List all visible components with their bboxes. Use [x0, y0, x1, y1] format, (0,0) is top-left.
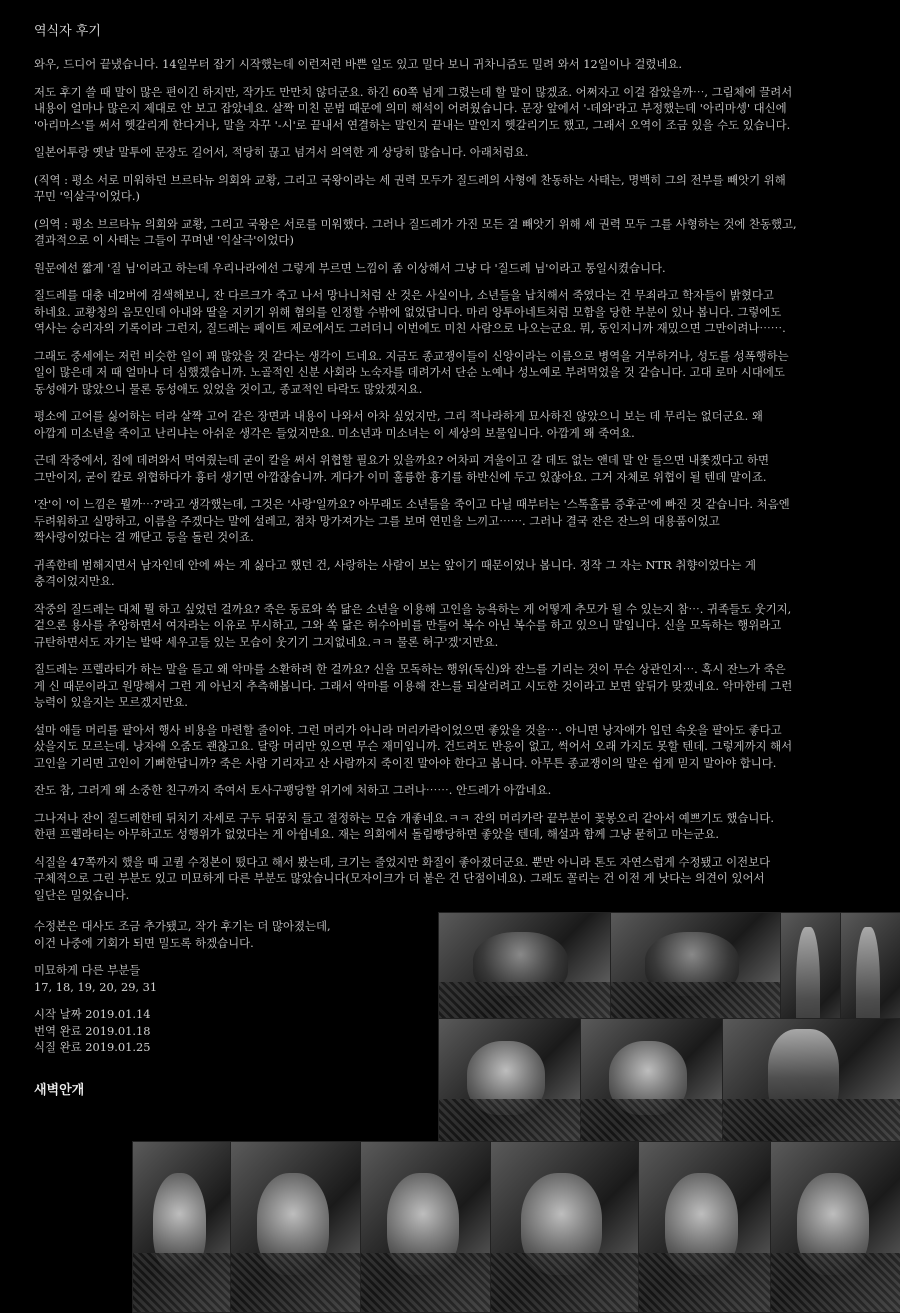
afterword-body [34, 56, 866, 914]
manga-panel [438, 1018, 582, 1143]
paragraph: 평소에 고어를 싫어하는 터라 살짝 고어 같은 장면과 내용이 나와서 아차 싶었지만, 그리 적나라하게 묘사하진 않았으니 보는 데 무리는 없더군요. 왜 아깝게 미소년을 죽이고 난리냐는 아쉬운 생각은 들었지만요. 미소년과 미소녀는 이 세상의 보물입니다. 아깝게 왜 죽여요. [34, 409, 763, 440]
manga-panel [360, 1141, 492, 1313]
manga-panel [490, 1141, 640, 1313]
manga-panel [638, 1141, 772, 1313]
paragraph: 그나저나 잔이 질드레한테 뒤치기 자세로 구두 뒤꿈치 들고 절정하는 모습 개좋네요.ㅋㅋ 잔의 머리카락 끝부분이 꽃봉오리 같아서 예쁘기도 했습니다. 한편 프렐라티는 아무하고도 성행위가 없었다는 게 아쉽네요. 재는 의회에서 돌림빵당하면 좋았을 텐데, 해설과 함께 그냥 묻히고 마는군요. [34, 810, 775, 841]
paragraph: 근데 작중에서, 집에 데려와서 먹여줬는데 굳이 칼을 써서 위협할 필요가 있을까요? 어차피 겨울이고 갈 데도 없는 앤데 말 안 들으면 내쫓겠다고 하면 그만이지, 굳이 칼로 위협하다가 흉터 생기면 아깝잖습니까. 게다가 이미 훌륭한 흉기를 하반신에 두고 있잖아요. 그거 자체로 위협이 될 텐데 말이죠. [34, 453, 769, 484]
manga-panel [132, 1141, 232, 1313]
paragraph: 질드레는 프렐라티가 하는 말을 듣고 왜 악마를 소환하려 한 걸까요? 신을 모독하는 행위(독신)와 잔느를 기리는 것이 무슨 상관인지⋯. 혹시 잔느가 죽은 게 신 때문이라고 원망해서 그런 게 아닌지 추측해봅니다. 그래서 악마를 이용해 잔느를 되살리려고 시도한 것이라고 보면 앞뒤가 맞겠네요. 악마한테 그런 능력이 있을지는 모르겠지만요. [34, 662, 793, 709]
page-title: 역식자 후기 [34, 24, 101, 39]
manga-panel [580, 1018, 724, 1143]
translator-signature: 새벽안개 [34, 1083, 85, 1098]
paragraph: (의역 : 평소 브르타뉴 의회와 교황, 그리고 국왕은 서로를 미워했다. 그러나 질드레가 가진 모든 걸 빼앗기 위해 세 권력 모두 그를 사형하는 것에 찬동했고, 결과적으로 이 사태는 그들이 꾸며낸 '익살극'이었다) [34, 216, 797, 247]
paragraph: 작중의 질드레는 대체 뭘 하고 싶었던 걸까요? 죽은 동료와 쏙 닮은 소년을 이용해 고인을 능욕하는 게 어떻게 추모가 될 수 있는지 참⋯. 귀족들도 웃기지, 겉으론 용사를 추앙하면서 여자라는 이유로 무시하고, 그와 쏙 닮은 허수아비를 만들어 복수 아닌 복수를 하고 있으니 말입니다. 신을 모독하는 행위라고 규탄하면서도 자기는 발딱 세우고들 있는 모습이 웃기기 그지없네요.ㅋㅋ 물론 허구'겠'지만요. [34, 601, 792, 649]
paragraph: (직역 : 평소 서로 미워하던 브르타뉴 의회와 교황, 그리고 국왕이라는 세 권력 모두가 질드레의 사형에 찬동하는 사태는, 명백히 그의 전부를 빼앗기 위해 꾸민 '익살극'이었다.) [34, 172, 786, 203]
paragraph: '잔'이 '이 느낌은 뭘까⋯?'라고 생각했는데, 그것은 '사랑'일까요? 아무래도 소년들을 죽이고 다닐 때부터는 '스톡홀름 증후군'에 빠진 것 같습니다. 처음엔 두려워하고 실망하고, 이름을 주겠다는 말에 설레고, 점차 망가져가는 그를 보며 연민을 느끼고⋯⋯. 그러나 결국 잔은 잔느의 대용품이었고 짝사랑이었다는 걸 깨닫고 등을 돌린 것이죠. [34, 497, 790, 544]
manga-panel [610, 912, 782, 1020]
revision-note: 수정본은 대사도 조금 추가됐고, 작가 후기는 더 많아졌는데, 이건 나중에 기회가 되면 밀도록 하겠습니다. [34, 919, 331, 950]
paragraph: 일본어투랑 옛날 말투에 문장도 길어서, 적당히 끊고 넘겨서 의역한 게 상당히 많습니다. 아래처럼요. [34, 145, 529, 159]
manga-panel [722, 1018, 900, 1143]
paragraph: 저도 후기 쓸 때 말이 많은 편이긴 하지만, 작가도 만만치 않더군요. 하긴 60쪽 넘게 그렸는데 할 말이 많겠죠. 어쩌자고 이걸 잡았을까⋯, 그림체에 끌려서 내용이 얼마나 많은지 제대로 안 보고 잡았네요. 살짝 미친 문법 때문에 의미 해석이 어려웠습니다. 문장 앞에서 '-데와'라고 부정했는데 '아리마셍' 대신에 '아리마스'를 써서 헷갈리게 한다거나, 말을 자꾸 '-시'로 끝내서 연결하는 말인지 끝내는 말인지 헷갈리기도 했고, 그래서 오역이 조금 있을 수도 있습니다. [34, 84, 793, 132]
paragraph: 잔도 참, 그러게 왜 소중한 친구까지 죽여서 토사구팽당할 위기에 처하고 그러나⋯⋯. 안드레가 아깝네요. [34, 783, 552, 797]
paragraph: 그래도 중세에는 저런 비슷한 일이 꽤 많았을 것 같다는 생각이 드네요. 지금도 종교쟁이들이 신앙이라는 이름으로 병역을 거부하거나, 성도를 성폭행하는 일이 많은데 저 때 얼마나 더 심했겠습니까. 노골적인 신분 사회라 노숙자를 데려가서 단순 노예나 성노예로 부려먹었을 것 같습니다. 고대 로마 시대에도 동성애가 많았으니 물론 동성애도 있었을 것이고, 종교적인 타락도 많았겠지요. [34, 348, 789, 396]
manga-panel [230, 1141, 362, 1313]
paragraph: 와우, 드디어 끝냈습니다. 14일부터 잡기 시작했는데 이런저런 바쁜 일도 있고 밀다 보니 귀차니즘도 밀려 와서 12일이나 걸렸네요. [34, 57, 682, 71]
changed-pages: 미묘하게 다른 부분들 17, 18, 19, 20, 29, 31 [34, 963, 158, 994]
paragraph: 설마 애들 머리를 팔아서 행사 비용을 마련할 줄이야. 그런 머리가 아니라 머리카락이었으면 좋았을 것을⋯. 아니면 낭자애가 입던 속옷을 팔아도 좋다고 샀을지도 모르는데. 낭자애 오줌도 괜찮고요. 달랑 머리만 있으면 무슨 재미입니까. 건드려도 반응이 없고, 썩어서 오래 가지도 못할 텐데. 그렇게까지 해서 고인을 기리면 고인이 기뻐한답니까? 죽은 사람 기리자고 산 사람까지 죽이진 말아야 한다고 봅니다. 아무튼 종교쟁이의 말은 쉽게 믿지 말아야 합니다. [34, 722, 793, 770]
paragraph: 질드레를 대충 네2버에 검색해보니, 잔 다르크가 죽고 나서 망나니처럼 산 것은 사실이나, 소년들을 납치해서 죽였다는 건 무죄라고 학자들이 밝혔다고 하네요. 교황청의 음모인데 아내와 딸을 지키기 위해 혐의를 인정할 수밖에 없었답니다. 마리 앙투아네트처럼 모함을 당한 부분이 있나 봅니다. 그렇에도 역사는 승리자의 기록이라 그런지, 질드레는 페이트 제로에서도 그러더니 이번에도 미친 사람으로 나오는군요. 뭐, 동인지니까 재밌으면 그만이려나⋯⋯. [34, 288, 786, 335]
paragraph: 식질을 47쪽까지 했을 때 고퀼 수정본이 떴다고 해서 봤는데, 크기는 줄었지만 화질이 좋아졌더군요. 뿐만 아니라 톤도 자연스럽게 수정됐고 이전보다 구체적으로 그린 부분도 있고 미묘하게 다른 부분도 많았습니다(모자이크가 더 붙은 건 단점이네요). 그래도 꼴리는 건 이전 게 낫다는 의견이 있어서 일단은 밀었습니다. [34, 854, 771, 902]
manga-panel [438, 912, 612, 1020]
paragraph: 귀족한테 범해지면서 남자인데 안에 싸는 게 싫다고 했던 건, 사랑하는 사람이 보는 앞이기 때문이었나 봅니다. 정작 그 자는 NTR 취향이었다는 게 충격이었지만요. [34, 557, 756, 588]
dates: 시작 날짜 2019.01.14 번역 완료 2019.01.18 식질 완료 2019.01.25 [34, 1007, 151, 1054]
afterword-tail [34, 918, 434, 1067]
manga-panel [770, 1141, 900, 1313]
paragraph: 원문에선 짧게 '질 님'이라고 하는데 우리나라에선 그렇게 부르면 느낌이 좀 이상해서 그냥 다 '질드레 님'이라고 통일시켰습니다. [34, 260, 666, 275]
